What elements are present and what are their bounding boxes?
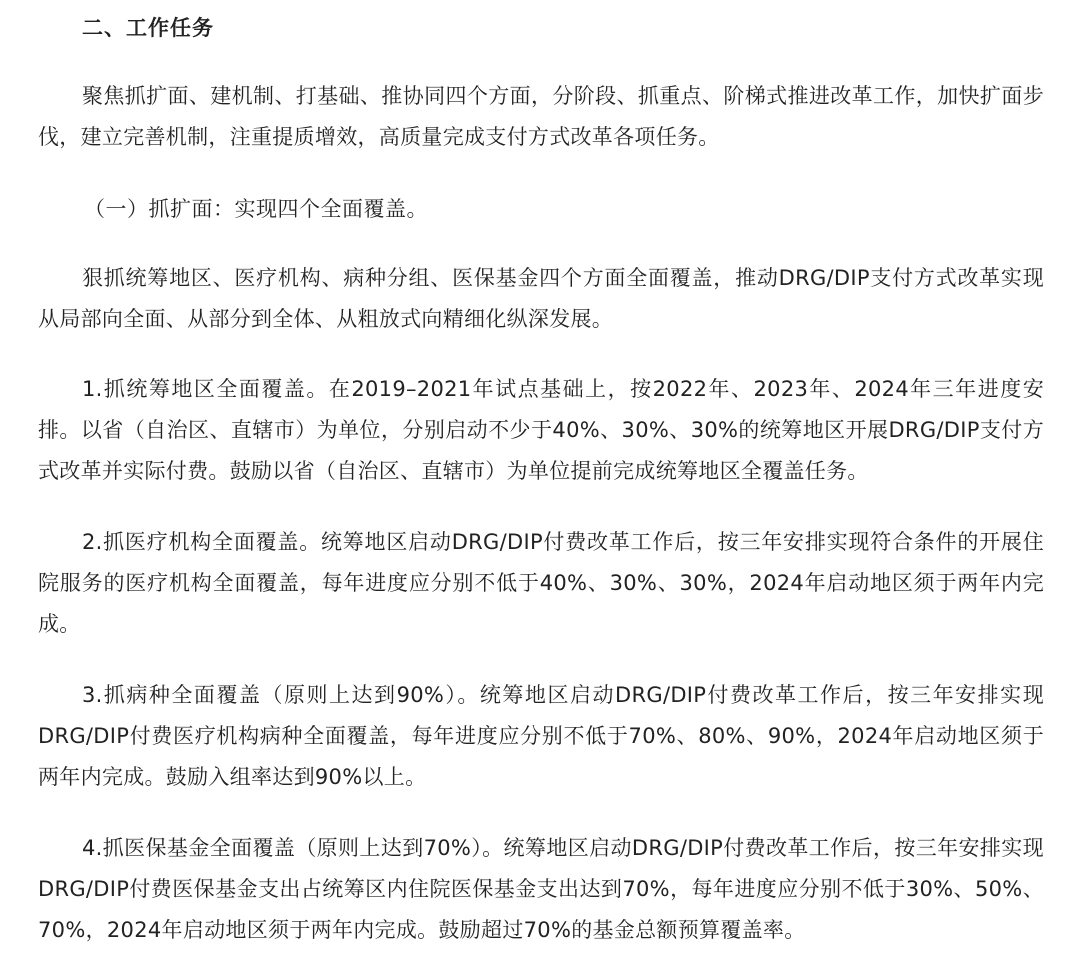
item-paragraph-1: 1.抓统筹地区全面覆盖。在2019–2021年试点基础上，按2022年、2023年、2024年三年进度安排。以省（自治区、直辖市）为单位，分别启动不少于40%、30%、30%的统筹地区开展DRG/DIP支付方式改革并实际付费。鼓励以省（自治区、直辖市）为单位提前完成统筹地区全覆盖任务。 [38,377,1044,483]
subsection-heading: （一）抓扩面：实现四个全面覆盖。 [84,197,428,221]
item-paragraph-4: 4.抓医保基金全面覆盖（原则上达到70%）。统筹地区启动DRG/DIP付费改革工作后，按三年安排实现DRG/DIP付费医保基金支出占统筹区内住院医保基金支出达到70%，每年进度应分别不低于30%、50%、70%，2024年启动地区须于两年内完成。鼓励超过70%的基金总额预算覆盖率。 [38,836,1044,942]
overview-paragraph: 狠抓统筹地区、医疗机构、病种分组、医保基金四个方面全面覆盖，推动DRG/DIP支付方式改革实现从局部向全面、从部分到全体、从粗放式向精细化纵深发展。 [38,266,1044,331]
item-paragraph-2: 2.抓医疗机构全面覆盖。统筹地区启动DRG/DIP付费改革工作后，按三年安排实现符合条件的开展住院服务的医疗机构全面覆盖，每年进度应分别不低于40%、30%、30%，2024年启动地区须于两年内完成。 [38,530,1044,636]
section-heading: 二、工作任务 [82,16,214,40]
item-paragraph-3: 3.抓病种全面覆盖（原则上达到90%）。统筹地区启动DRG/DIP付费改革工作后，按三年安排实现DRG/DIP付费医疗机构病种全面覆盖，每年进度应分别不低于70%、80%、90%，2024年启动地区须于两年内完成。鼓励入组率达到90%以上。 [38,683,1044,789]
intro-paragraph: 聚焦抓扩面、建机制、打基础、推协同四个方面，分阶段、抓重点、阶梯式推进改革工作，加快扩面步伐，建立完善机制，注重提质增效，高质量完成支付方式改革各项任务。 [38,84,1044,149]
